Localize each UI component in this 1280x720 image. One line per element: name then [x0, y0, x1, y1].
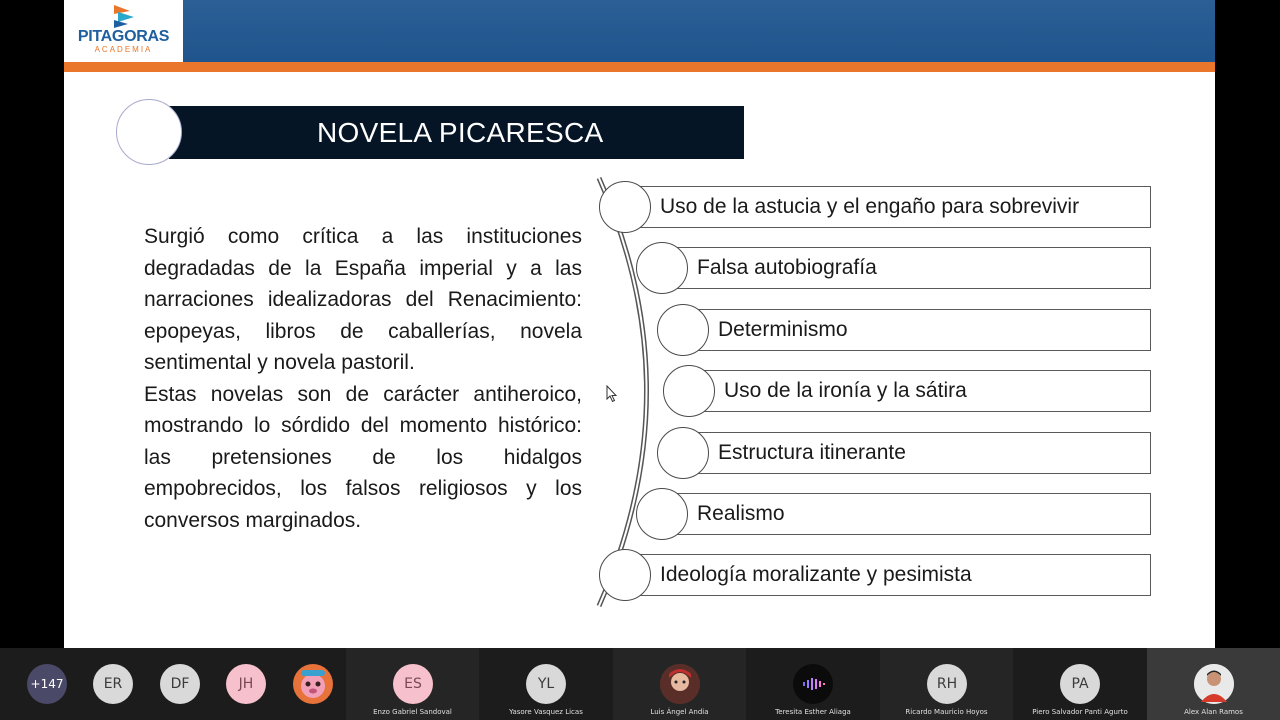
more-participants-badge[interactable]: +147 — [27, 664, 67, 704]
participant-tile[interactable] — [212, 648, 278, 720]
slide-title: NOVELA PICARESCA — [317, 117, 604, 148]
participant-tile[interactable] — [613, 648, 746, 720]
participant-name: Teresita Esther Aliaga — [775, 708, 851, 716]
participant-tile[interactable] — [880, 648, 1013, 720]
logo-subtitle: ACADEMIA — [94, 45, 153, 54]
participant-tile-active[interactable] — [1147, 648, 1280, 720]
participant-avatar: PA — [1060, 664, 1100, 704]
participant-tile[interactable] — [746, 648, 880, 720]
participant-tile[interactable] — [278, 648, 346, 720]
participant-name: Piero Salvador Panti Agurto — [1032, 708, 1128, 716]
participant-name: Alex Alan Ramos — [1184, 708, 1243, 716]
participant-tile[interactable] — [479, 648, 613, 720]
participant-name: Enzo Gabriel Sandoval — [373, 708, 452, 716]
participant-avatar: YL — [526, 664, 566, 704]
feature-bullet-circle — [599, 549, 651, 601]
participant-avatar: DF — [160, 664, 200, 704]
feature-bullet-circle — [663, 365, 715, 417]
presentation-slide — [64, 0, 1215, 648]
feature-label: Uso de la ironía y la sátira — [724, 379, 967, 402]
feature-bullet-circle — [636, 488, 688, 540]
feature-item-4 — [689, 370, 1151, 412]
photo-avatar-icon — [660, 664, 700, 704]
participant-strip — [0, 648, 1280, 720]
feature-bullet-circle — [636, 242, 688, 294]
participant-avatar: JH — [226, 664, 266, 704]
feature-label: Estructura itinerante — [718, 441, 906, 464]
participant-avatar: ER — [93, 664, 133, 704]
feature-item-7 — [625, 554, 1151, 596]
feature-item-2 — [662, 247, 1151, 289]
participant-avatar: RH — [927, 664, 967, 704]
feature-bullet-circle — [657, 304, 709, 356]
feature-item-1 — [625, 186, 1151, 228]
participant-tile[interactable] — [146, 648, 212, 720]
feature-bullet-circle — [657, 427, 709, 479]
paragraph-character: Estas novelas son de carácter antiheroico, mostrando lo sórdido del momento histórico: las pretensiones de los hidalgos empobrecidos, los falsos religiosos y los conversos marginados. — [144, 382, 582, 532]
feature-label: Determinismo — [718, 318, 848, 341]
photo-avatar-icon — [1194, 664, 1234, 704]
feature-label: Uso de la astucia y el engaño para sobrevivir — [660, 195, 1080, 218]
participant-name: Luis Ángel Andia — [650, 708, 709, 716]
feature-label: Ideología moralizante y pesimista — [660, 563, 972, 586]
audio-wave-icon — [793, 664, 833, 704]
participant-name: Yasore Vasquez Licas — [509, 708, 583, 716]
feature-label: Falsa autobiografía — [697, 256, 877, 279]
paragraph-origin: Surgió como crítica a las instituciones degradadas de la España imperial y a las narraciones idealizadoras del Renacimiento: epopeyas, libros de caballerías, novela sentimental y novela pastoril. — [144, 225, 582, 374]
participant-name: Ricardo Mauricio Hoyos — [905, 708, 988, 716]
participant-tile[interactable] — [346, 648, 479, 720]
more-participants-tile[interactable] — [14, 648, 80, 720]
feature-item-3 — [683, 309, 1151, 351]
feature-item-6 — [662, 493, 1151, 535]
feature-label: Realismo — [697, 502, 785, 525]
mouse-pointer-icon — [606, 385, 618, 403]
feature-item-5 — [683, 432, 1151, 474]
participant-tile[interactable] — [80, 648, 146, 720]
feature-bullet-circle — [599, 181, 651, 233]
logo-wordmark: PITAGORAS — [77, 28, 170, 45]
features-diagram — [64, 0, 1215, 648]
participant-avatar: ES — [393, 664, 433, 704]
participant-tile[interactable] — [1013, 648, 1147, 720]
cartoon-avatar-icon — [293, 664, 333, 704]
